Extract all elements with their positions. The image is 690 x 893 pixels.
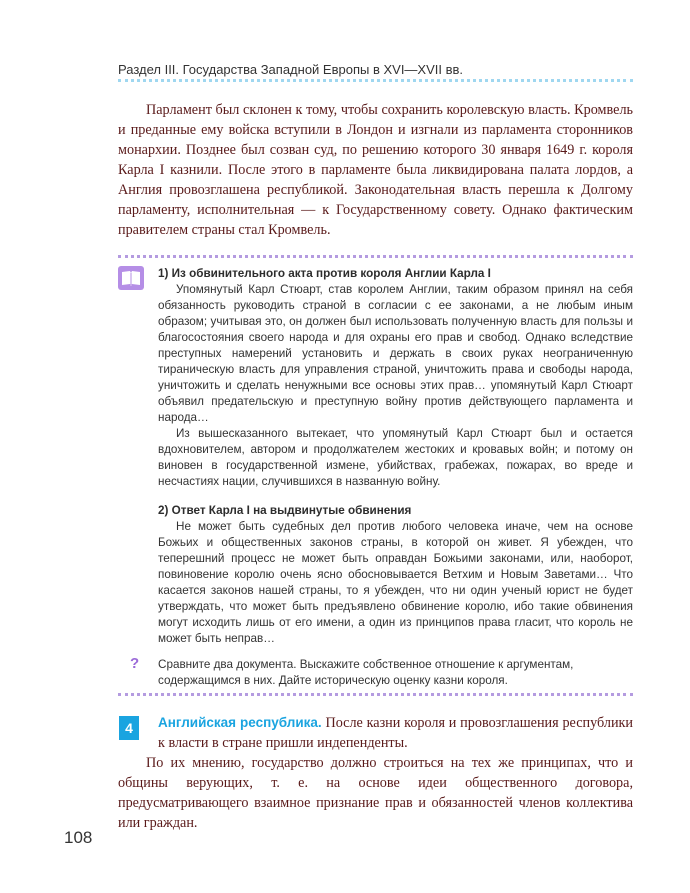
question-icon: ? (130, 655, 140, 672)
section-lead-text: После казни короля и провозглашения республики к власти в стране пришли индепенденты. (158, 715, 634, 751)
main-paragraph: Парламент был склонен к тому, чтобы сохранить королевскую власть. Кромвель и преданные ему войска вступили в Лондон и изгнали из парламента сторонников монархии. Позднее был созван суд, по решению которого 30 января 1649 г. короля Карла I казнили. После этого в парламенте была ликвидирована палата лордов, а Англия провозглашена республикой. Законодательная власть перешла к Долгому парламенту, исполнительная — к Государственному совету. Однако фактическим правителем страны стал Кромвель. (118, 102, 633, 238)
section-lead (158, 713, 633, 753)
running-head: Раздел III. Государства Западной Европы в XVI—XVII вв. (118, 62, 464, 77)
book-icon (118, 266, 144, 290)
header-divider (118, 79, 633, 82)
section-title: Английская республика. (158, 715, 322, 730)
document-2-paragraph-1: Не может быть судебных дел против любого человека иначе, чем на основе Божьих и общественных законов страны, в которой он живет. Я убежден, что теперешний процесс не может быть оправдан Божьими законами, или, наоборот, повиновение королю очень ясно обосновывается Ветхим и Новым Заветами… Что касается законов нашей страны, то я убежден, что ни один ученый юрист не будет утверждать, что может быть предъявлено обвинение королю, ибо такие обвинения могут исходить лишь от его имени, а один из принципов права гласит, что король не может быть неправ… (158, 520, 633, 645)
document-1-title: 1) Из обвинительного акта против короля Англии Карла I (158, 267, 491, 280)
document-1-paragraph-1: Упомянутый Карл Стюарт, став королем Англии, таким образом принял на себя обязанность руководить страной в согласии с ее законами, а не любым иным образом; учитывая это, он должен был использовать полученную власть для пользы и благосостояния своего народа и для охраны его прав и свобод. Однако вследствие преступных намерений установить и держать в своих руках неограниченную тираническую власть для управления страной, уничтожить права и свободы народа, уничтожить и сделать ненужными все основы этих прав… упомянутый Карл Стюарт объявил предательскую и преступную войну против действующего парламента и народа… (158, 283, 633, 424)
question-text: Сравните два документа. Выскажите собственное отношение к аргументам, содержащимся в них. Дайте историческую оценку казни короля. (158, 658, 574, 687)
section-paragraph: По их мнению, государство должно строиться на тех же принципах, что и общины верующих, т. е. на основе идеи общественного договора, предусматривающего взаимное признание прав и обязанностей членов коллектива или граждан. (118, 755, 633, 831)
document-bottom-divider (118, 693, 633, 696)
page-number: 108 (64, 828, 93, 847)
document-top-divider (118, 255, 633, 258)
document-2 (158, 503, 633, 647)
document-2-title: 2) Ответ Карла I на выдвинутые обвинения (158, 504, 412, 517)
document-1 (158, 266, 633, 490)
document-1-paragraph-2: Из вышесказанного вытекает, что упомянутый Карл Стюарт был и остается вдохновителем, автором и продолжателем жестоких и кровавых войн; и потому он виновен в государственной измене, убийствах, грабежах, пожарах, во вреде и несчастиях нации, случившихся в названную войну. (158, 427, 633, 488)
section-number-badge: 4 (119, 716, 139, 740)
